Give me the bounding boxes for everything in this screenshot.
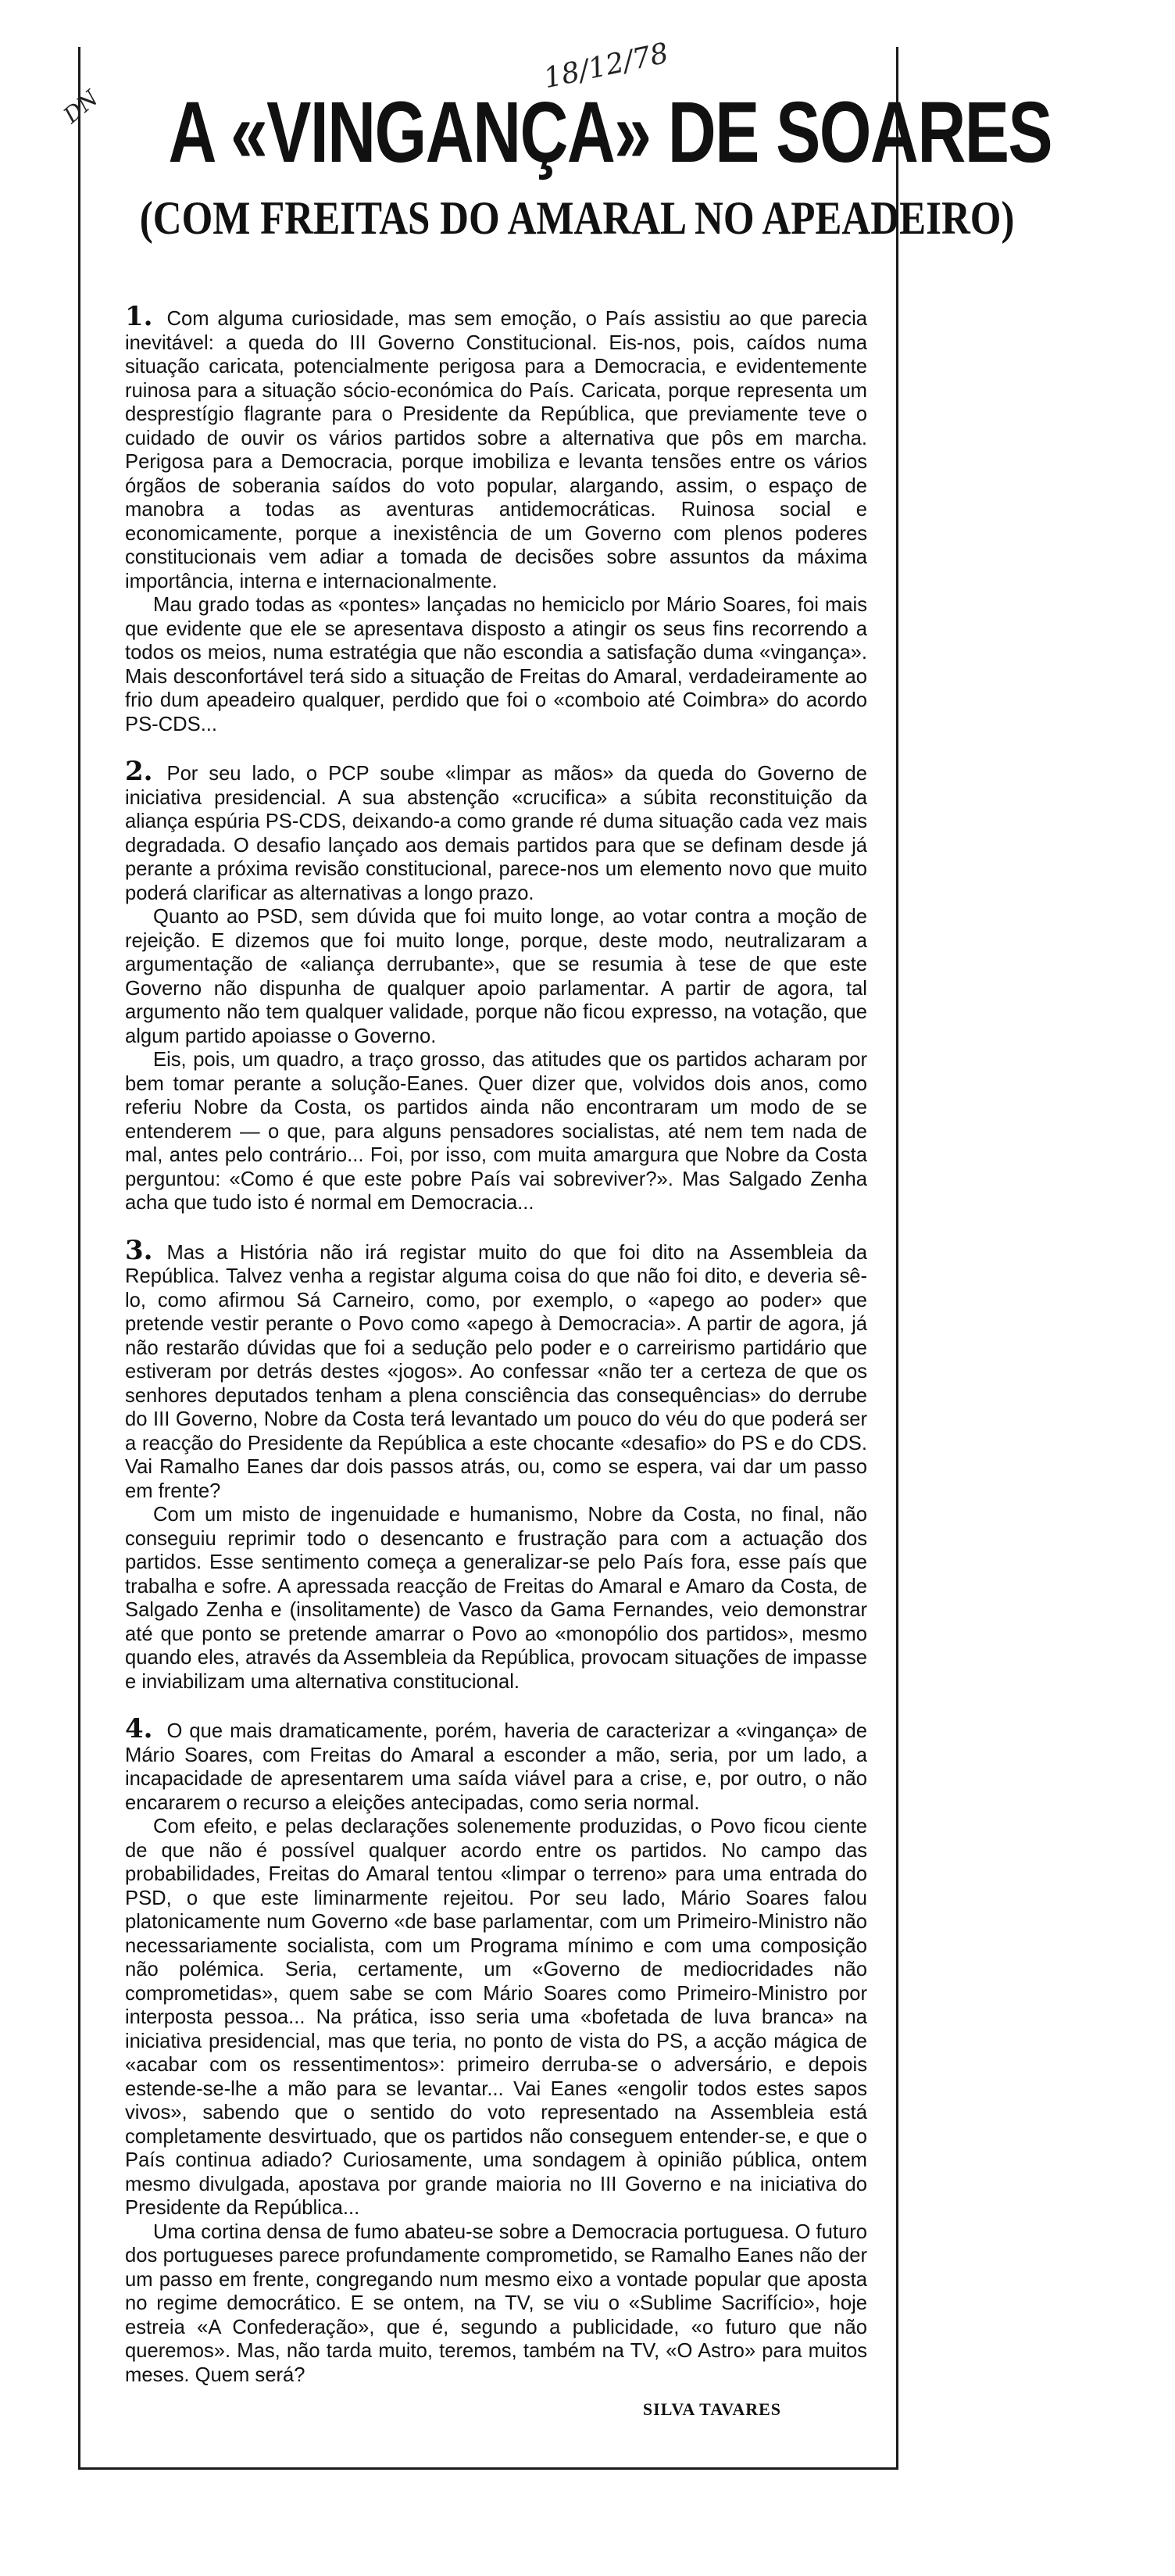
paragraph-text: Por seu lado, o PCP soube «limpar as mãos» da queda do Governo de iniciativa presidencial. A sua abstenção «crucifica» a súbita reconstituição da aliança espúria PS-CDS, deixando-a como grande ré duma situação cada vez mais degradada. O desafio lançado aos demais partidos para que se definam desde já perante a próxima revisão constitucional, parece-nos um elemento novo que muito poderá clarificar as alternativas a longo prazo. (125, 763, 867, 904)
section-2 (125, 756, 867, 1215)
newspaper-clipping (58, 37, 1052, 2470)
paragraph: Mau grado todas as «pontes» lançadas no hemiciclo por Mário Soares, foi mais que evidente que ele se apresentava disposto a atingir os seus fins recorrendo a todos os meios, numa estratégia que não escondia a satisfação duma «vingança». Mais desconfortável terá sido a situação de Freitas do Amaral, verdadeiramente ao frio dum apeadeiro qualquer, perdido que foi o «comboio até Coimbra» do acordo PS-CDS... (125, 594, 867, 735)
paragraph: Com um misto de ingenuidade e humanismo, Nobre da Costa, no final, não conseguiu reprimir todo o desencanto e frustração para com a actuação dos partidos. Esse sentimento começa a generalizar-se pelo País fora, esse país que trabalha e sofre. A apressada reacção de Freitas do Amaral e Amaro da Costa, de Salgado Zenha e (insolitamente) de Vasco da Gama Fernandes, veio demonstrar até que ponto se pretende amarrar o Povo ao «monopólio dos partidos», mesmo quando eles, através da Assembleia da República, provocam situações de impasse e inviabilizam uma alternativa constitucional. (125, 1504, 867, 1693)
paragraph: Quanto ao PSD, sem dúvida que foi muito longe, ao votar contra a moção de rejeição. E dizemos que foi muito longe, porque, deste modo, neutralizaram a argumentação de «aliança derrubante», que se resumia à tese de que este Governo não dispunha de qualquer apoio parlamentar. A partir de agora, tal argumento não tem qualquer validade, porque não ficou expresso, na votação, que algum partido apoiasse o Governo. (125, 906, 867, 1047)
section-number: 2. (125, 756, 153, 787)
paragraph: Uma cortina densa de fumo abateu-se sobre a Democracia portuguesa. O futuro dos portugueses parece profundamente comprometido, se Ramalho Eanes não der um passo em frente, congregando num mesmo eixo a vontade popular que aposta no regime democrático. E se ontem, na TV, se viu o «Sublime Sacrifício», hoje estreia «A Confederação», que é, segundo a publicidade, «o futuro que não queremos». Mas, não tarda muito, teremos, também na TV, «O Astro» para muitos meses. Quem será? (125, 2220, 867, 2386)
handwritten-date: 18/12/78 (541, 37, 672, 95)
paragraph (125, 1234, 867, 1504)
paragraph (125, 756, 867, 905)
paragraph-text: Mas a História não irá registar muito do que foi dito na Assembleia da República. Talvez venha a registar alguma coisa do que não foi dito, e deveria sê-lo, como afirmou Sá Carneiro, como, por exemplo, o «apego ao poder» que pretende vestir perante o Povo como «apego à Democracia». A partir de agora, já não restarão dúvidas que foi a sedução pelo poder e o carreirismo partidário que estiveram por detrás destes «jogos». Ao confessar «não ter a certeza de que os senhores deputados tenham a plena consciência das consequências» do derrube do III Governo, Nobre da Costa terá levantado um pouco do véu do que poderá ser a reacção do Presidente da República a este chocante «desafio» do PS e do CDS. Vai Ramalho Eanes dar dois passos atrás, ou, como se espera, vai dar um passo em frente? (125, 1241, 867, 1502)
section-number: 3. (125, 1234, 153, 1266)
paragraph-text: Com alguma curiosidade, mas sem emoção, o País assistiu ao que parecia inevitável: a queda do III Governo Constitucional. Eis-nos, pois, caídos numa situação caricata, potencialmente perigosa para a Democracia, e evidentemente ruinosa para a situação sócio-económica do País. Caricata, porque representa um desprestígio flagrante para o Presidente da República, que previamente teve o cuidado de ouvir os vários partidos sobre a alternativa que pôs em marcha. Perigosa para a Democracia, porque imobiliza e levanta tensões entre os vários órgãos de soberania saídos do voto popular, alargando, assim, o espaço de manobra a todas as aventuras antidemocráticas. Ruinosa social e economicamente, porque a inexistência de um Governo com plenos poderes constitucionais vem adiar a tomada de decisões sobre assuntos da máxima importância, interna e internacionalmente. (125, 308, 867, 592)
paragraph (125, 301, 867, 593)
section-number: 1. (125, 301, 153, 332)
paragraph (125, 1713, 867, 1815)
subheadline: (COM FREITAS DO AMARAL NO APEADEIRO) (139, 192, 1015, 244)
article-body (125, 301, 867, 2410)
paragraph: Com efeito, e pelas declarações solenemente produzidas, o Povo ficou ciente de que não é possível qualquer acordo entre os partidos. No campo das probabilidades, Freitas do Amaral tentou «limpar o terreno» para uma entrada do PSD, o que este liminarmente rejeitou. Por seu lado, Mário Soares falou platonicamente num Governo «de base parlamentar, com um Primeiro-Ministro não necessariamente socialista, com um Programa mínimo e com uma composição não polémica. Seria, certamente, um «Governo de mediocridades não comprometidas», quem sabe se com Mário Soares como Primeiro-Ministro por interposta pessoa... Na prática, isso seria uma «bofetada de luva branca» na iniciativa presidencial, mas que teria, no ponto de vista do PS, a acção mágica de «acabar com os ressentimentos»: primeiro derruba-se o adversário, e depois estende-se-lhe a mão para se levantar... Vai Eanes «engolir todos estes sapos vivos», sabendo que o sentido do voto representado na Assembleia está completamente desvirtuado, que os partidos não conseguem entender-se, e que o País continua adiado? Curiosamente, uma sondagem à opinião pública, ontem mesmo divulgada, apostava por grande maioria no III Governo e na iniciativa do Presidente da República... (125, 1816, 867, 2219)
paragraph-text: O que mais dramaticamente, porém, haveria de caracterizar a «vingança» de Mário Soares, com Freitas do Amaral a esconder a mão, seria, por um lado, a incapacidade de apresentarem uma saída viável para a crise, e, por outro, o não encararem o recurso a eleições antecipadas, como seria normal. (125, 1720, 867, 1814)
headline: A «VINGANÇA» DE SOARES (168, 84, 1052, 181)
section-number: 4. (125, 1713, 153, 1744)
section-4 (125, 1713, 867, 2387)
handwritten-initials: DN (58, 84, 104, 129)
section-3 (125, 1234, 867, 1694)
author-signature: SILVA TAVARES (642, 2399, 781, 2419)
paragraph: Eis, pois, um quadro, a traço grosso, das atitudes que os partidos acharam por bem tomar perante a solução-Eanes. Quer dizer que, volvidos dois anos, como referiu Nobre da Costa, os partidos ainda não encontraram um modo de se entenderem — o que, para alguns pensadores socialistas, até nem tem nada de mal, antes pelo contrário... Foi, por isso, com muita amargura que Nobre da Costa perguntou: «Como é que este pobre País vai sobreviver?». Mas Salgado Zenha acha que tudo isto é normal em Democracia... (125, 1049, 867, 1214)
section-1 (125, 301, 867, 736)
